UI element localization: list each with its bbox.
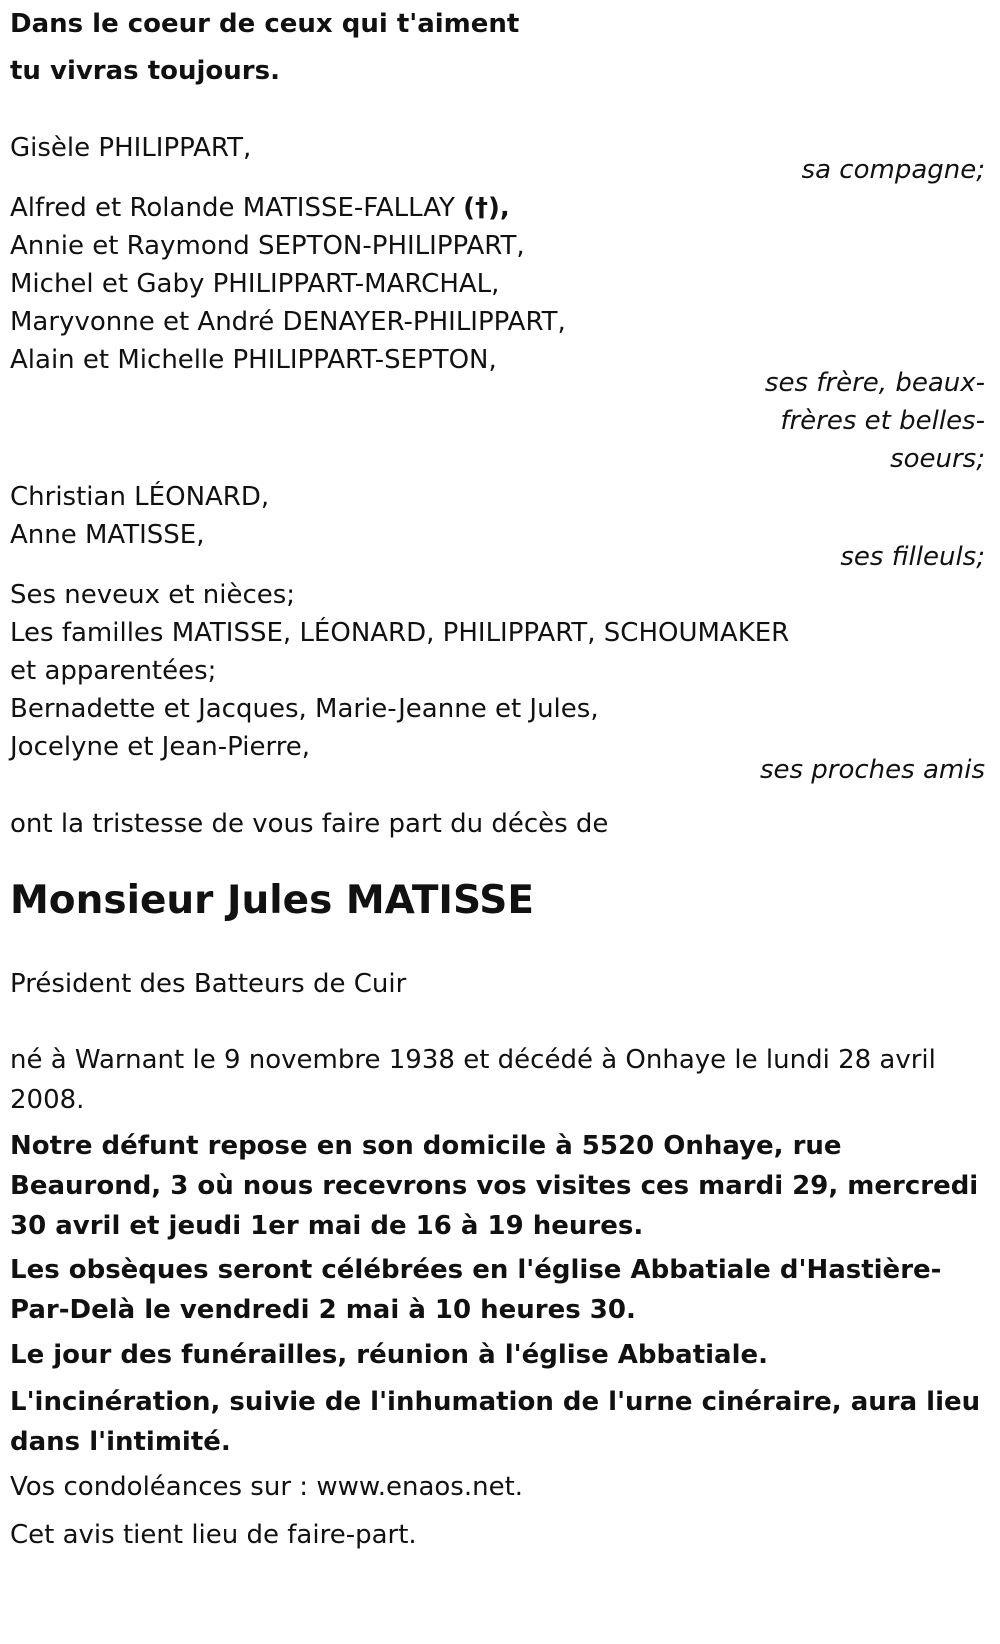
sibling-line: Michel et Gaby PHILIPPART-MARCHAL, bbox=[10, 269, 500, 299]
sibling-line: Annie et Raymond SEPTON-PHILIPPART, bbox=[10, 231, 525, 261]
friends-role: ses proches amis bbox=[759, 755, 985, 785]
epigraph-line-2: tu vivras toujours. bbox=[10, 56, 280, 86]
deceased-mark: (†), bbox=[463, 193, 510, 223]
birth-death-info: né à Warnant le 9 novembre 1938 et décédé à Onhaye le lundi 28 avril 2008. bbox=[10, 1045, 936, 1115]
deceased-title: Président des Batteurs de Cuir bbox=[10, 969, 407, 999]
obituary-notice bbox=[10, 0, 985, 1644]
relatives-line: et apparentées; bbox=[10, 656, 217, 686]
cremation-info: L'incinération, suivie de l'inhumation de l'urne cinéraire, aura lieu dans l'intimité. bbox=[10, 1387, 981, 1457]
companion-name: Gisèle PHILIPPART, bbox=[10, 133, 252, 163]
epigraph-line-1: Dans le coeur de ceux qui t'aiment bbox=[10, 9, 520, 39]
friends-line: Jocelyne et Jean-Pierre, bbox=[10, 732, 311, 762]
visitation-info: Notre défunt repose en son domicile à 5520 Onhaye, rue Beaurond, 3 où nous recevrons vos visites ces mardi 29, mercredi 30 avril et jeudi 1er mai de 16 à 19 heures. bbox=[10, 1131, 979, 1241]
siblings-role-line-2: frères et belles- bbox=[780, 406, 985, 436]
sibling-line: Alain et Michelle PHILIPPART-SEPTON, bbox=[10, 345, 497, 375]
deceased-name: Monsieur Jules MATISSE bbox=[10, 878, 535, 923]
godchild-name: Christian LÉONARD, bbox=[10, 482, 270, 512]
relatives-line: Ses neveux et nièces; bbox=[10, 580, 296, 610]
notice-info: Cet avis tient lieu de faire-part. bbox=[10, 1520, 417, 1550]
funeral-info: Les obsèques seront célébrées en l'église Abbatiale d'Hastière-Par-Delà le vendredi 2 mai à 10 heures 30. bbox=[10, 1255, 942, 1325]
sibling-line: Maryvonne et André DENAYER-PHILIPPART, bbox=[10, 307, 566, 337]
companion-role: sa compagne; bbox=[801, 155, 985, 185]
friends-line: Bernadette et Jacques, Marie-Jeanne et Jules, bbox=[10, 694, 599, 724]
sibling-line bbox=[10, 188, 510, 228]
relatives-line: Les familles MATISSE, LÉONARD, PHILIPPART, SCHOUMAKER bbox=[10, 618, 790, 648]
siblings-role-line-3: soeurs; bbox=[890, 444, 985, 474]
godchildren-role: ses filleuls; bbox=[840, 542, 985, 572]
announcement-text: ont la tristesse de vous faire part du décès de bbox=[10, 809, 609, 839]
condolences-info: Vos condoléances sur : www.enaos.net. bbox=[10, 1472, 524, 1502]
meeting-info: Le jour des funérailles, réunion à l'église Abbatiale. bbox=[10, 1340, 768, 1370]
sibling-name: Alfred et Rolande MATISSE-FALLAY bbox=[10, 193, 455, 223]
godchild-name: Anne MATISSE, bbox=[10, 520, 205, 550]
siblings-role-line-1: ses frère, beaux- bbox=[764, 368, 985, 398]
